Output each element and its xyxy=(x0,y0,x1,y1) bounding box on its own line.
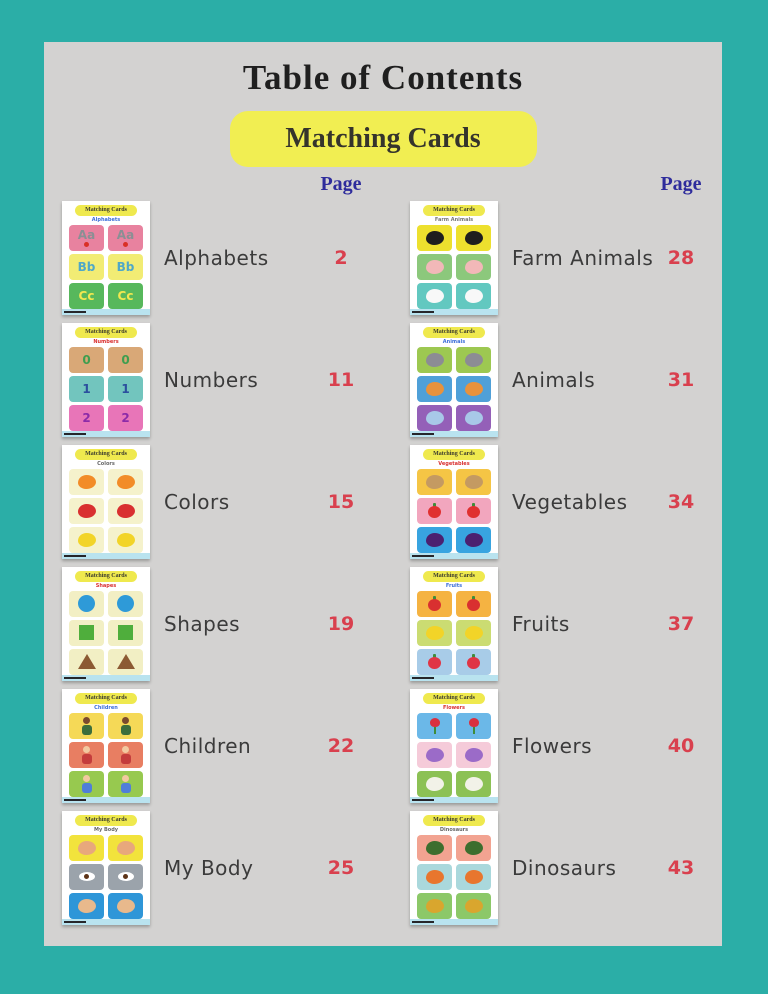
toc-entry-label: Colors xyxy=(164,489,230,514)
thumbnail-subtitle: Children xyxy=(94,704,118,711)
footer-dash xyxy=(64,555,86,557)
thumbnail-tile-grid xyxy=(62,468,150,553)
letter-bb-icon: Bb xyxy=(116,259,135,274)
tile-letter-bb xyxy=(108,254,143,280)
tile-yellow-splash xyxy=(108,527,143,553)
child-girl-icon xyxy=(121,717,131,735)
footer-dash xyxy=(412,677,434,679)
card-thumbnail-children xyxy=(62,689,150,803)
triangle-icon xyxy=(78,654,96,669)
tile-child-boy xyxy=(108,742,143,768)
tile-potato xyxy=(417,469,452,495)
tile-trex xyxy=(417,893,452,919)
tile-number-0 xyxy=(69,347,104,373)
orange-splash-icon xyxy=(117,475,135,489)
thumbnail-subtitle: Flowers xyxy=(442,704,466,711)
tile-triangle xyxy=(108,649,143,675)
toc-row-farm-animals xyxy=(410,200,704,315)
tile-strawberry xyxy=(417,649,452,675)
card-thumbnail-my-body xyxy=(62,811,150,925)
tile-rooster xyxy=(456,225,491,251)
tile-rose xyxy=(417,713,452,739)
number-2-icon: 2 xyxy=(82,410,91,425)
tile-letter-aa xyxy=(69,225,104,251)
card-thumbnail-alphabets xyxy=(62,201,150,315)
tile-tomato xyxy=(456,498,491,524)
tile-ear xyxy=(108,835,143,861)
toc-entry-label: Dinosaurs xyxy=(512,855,617,880)
tile-yellow-splash xyxy=(69,527,104,553)
orange-splash-icon xyxy=(78,475,96,489)
toc-entry-page-number: 2 xyxy=(334,246,348,269)
toc-row-shapes xyxy=(62,566,364,681)
thumbnail-title-pill: Matching Cards xyxy=(75,449,137,460)
thumbnail-tile-grid xyxy=(410,712,498,797)
toc-row-vegetables xyxy=(410,444,704,559)
toc-column-left xyxy=(62,200,364,925)
circle-icon xyxy=(117,595,134,612)
thumbnail-title-pill: Matching Cards xyxy=(423,449,485,460)
tile-strawberry xyxy=(456,649,491,675)
thumbnail-footer-strip xyxy=(62,309,150,315)
tile-number-1 xyxy=(69,376,104,402)
tile-cow xyxy=(456,283,491,309)
tile-banana xyxy=(417,620,452,646)
tile-elephant xyxy=(456,347,491,373)
category-banner-label: Matching Cards xyxy=(285,123,481,154)
tile-rose xyxy=(456,713,491,739)
red-splash-icon xyxy=(78,504,96,518)
footer-dash xyxy=(64,677,86,679)
tile-circle xyxy=(69,591,104,617)
rose-icon xyxy=(430,718,440,734)
tile-letter-cc xyxy=(69,283,104,309)
thumbnail-tile-grid xyxy=(410,590,498,675)
apple-icon xyxy=(467,596,480,611)
tile-nose xyxy=(108,893,143,919)
thumbnail-footer-strip xyxy=(62,431,150,437)
banana-icon xyxy=(465,626,483,640)
triceratops-icon xyxy=(465,870,483,884)
toc-row-numbers xyxy=(62,322,364,437)
ear-icon xyxy=(117,841,135,855)
elephant-icon xyxy=(426,353,444,367)
eye-icon xyxy=(79,872,95,881)
potato-icon xyxy=(465,475,483,489)
footer-dash xyxy=(412,555,434,557)
eggplant-icon xyxy=(426,533,444,547)
accent-dot xyxy=(123,242,128,247)
page-title: Table of Contents xyxy=(242,58,524,97)
toc-entry-page-number: 40 xyxy=(667,734,695,757)
tile-number-1 xyxy=(108,376,143,402)
toc-entry-page-number: 19 xyxy=(327,612,355,635)
thumbnail-title-pill: Matching Cards xyxy=(423,205,485,216)
white-flower-icon xyxy=(465,777,483,791)
child-boy-icon xyxy=(121,746,131,764)
thumbnail-subtitle: Farm Animals xyxy=(434,216,474,223)
footer-dash xyxy=(64,433,86,435)
number-1-icon: 1 xyxy=(121,381,130,396)
toc-row-children xyxy=(62,688,364,803)
thumbnail-footer-strip xyxy=(62,919,150,925)
toc-entry-label: Vegetables xyxy=(512,489,628,514)
toc-entry-page-number: 34 xyxy=(667,490,695,513)
thumbnail-title-pill: Matching Cards xyxy=(423,693,485,704)
thumbnail-subtitle: My Body xyxy=(93,826,119,833)
square-icon xyxy=(118,625,133,640)
tile-pig xyxy=(417,254,452,280)
tile-child-girl xyxy=(108,713,143,739)
toc-entry-label: Numbers xyxy=(164,367,259,392)
thumbnail-tile-grid xyxy=(410,346,498,431)
rooster-icon xyxy=(465,231,483,245)
tile-triceratops xyxy=(417,864,452,890)
pig-icon xyxy=(426,260,444,274)
tile-apple xyxy=(456,591,491,617)
tile-eggplant xyxy=(417,527,452,553)
footer-dash xyxy=(412,921,434,923)
toc-entry-page-number: 25 xyxy=(327,856,355,879)
tile-letter-aa xyxy=(108,225,143,251)
thumbnail-subtitle: Fruits xyxy=(445,582,463,589)
toc-row-alphabets xyxy=(62,200,364,315)
toc-entry-label: Alphabets xyxy=(164,245,269,270)
thumbnail-title-pill: Matching Cards xyxy=(423,327,485,338)
letter-aa-icon: Aa xyxy=(77,227,96,242)
stegosaurus-icon xyxy=(426,841,444,855)
toc-row-colors xyxy=(62,444,364,559)
thumbnail-tile-grid xyxy=(410,834,498,919)
lavender-icon xyxy=(465,748,483,762)
trex-icon xyxy=(426,899,444,913)
pig-icon xyxy=(465,260,483,274)
footer-dash xyxy=(64,799,86,801)
tile-lavender xyxy=(456,742,491,768)
number-0-icon: 0 xyxy=(82,352,91,367)
thumbnail-title-pill: Matching Cards xyxy=(423,815,485,826)
page-column-header-left: Page xyxy=(320,173,362,195)
tile-red-splash xyxy=(108,498,143,524)
card-thumbnail-animals xyxy=(410,323,498,437)
thumbnail-tile-grid xyxy=(410,468,498,553)
triceratops-icon xyxy=(426,870,444,884)
tile-white-flower xyxy=(456,771,491,797)
nose-icon xyxy=(117,899,135,913)
tile-white-flower xyxy=(417,771,452,797)
tile-ear xyxy=(69,835,104,861)
footer-dash xyxy=(64,921,86,923)
apple-icon xyxy=(428,596,441,611)
card-thumbnail-shapes xyxy=(62,567,150,681)
thumbnail-footer-strip xyxy=(410,919,498,925)
toc-entry-label: Shapes xyxy=(164,611,241,636)
circle-icon xyxy=(78,595,95,612)
tile-child-playing xyxy=(69,771,104,797)
thumbnail-footer-strip xyxy=(410,309,498,315)
tile-elephant xyxy=(417,347,452,373)
toc-entry-page-number: 22 xyxy=(327,734,355,757)
banana-icon xyxy=(426,626,444,640)
card-thumbnail-numbers xyxy=(62,323,150,437)
tile-triangle xyxy=(69,649,104,675)
tile-triceratops xyxy=(456,864,491,890)
thumbnail-title-pill: Matching Cards xyxy=(423,571,485,582)
number-2-icon: 2 xyxy=(121,410,130,425)
thumbnail-subtitle: Vegetables xyxy=(438,460,470,467)
tile-circle xyxy=(108,591,143,617)
tile-tiger xyxy=(456,376,491,402)
thumbnail-footer-strip xyxy=(62,797,150,803)
eye-icon xyxy=(118,872,134,881)
tile-apple xyxy=(417,591,452,617)
footer-dash xyxy=(64,311,86,313)
thumbnail-subtitle: Shapes xyxy=(95,582,117,589)
tile-orange-splash xyxy=(108,469,143,495)
tile-tomato xyxy=(417,498,452,524)
card-thumbnail-vegetables xyxy=(410,445,498,559)
red-splash-icon xyxy=(117,504,135,518)
tile-child-boy xyxy=(69,742,104,768)
ear-icon xyxy=(78,841,96,855)
thumbnail-footer-strip xyxy=(62,553,150,559)
letter-aa-icon: Aa xyxy=(116,227,135,242)
thumbnail-title-pill: Matching Cards xyxy=(75,205,137,216)
toc-entry-label: Fruits xyxy=(512,611,570,636)
footer-dash xyxy=(412,311,434,313)
toc-entry-label: My Body xyxy=(164,855,254,880)
card-thumbnail-colors xyxy=(62,445,150,559)
tile-number-2 xyxy=(69,405,104,431)
toc-entry-label: Animals xyxy=(512,367,596,392)
cow-icon xyxy=(465,289,483,303)
tile-rooster xyxy=(417,225,452,251)
tile-number-0 xyxy=(108,347,143,373)
thumbnail-title-pill: Matching Cards xyxy=(75,571,137,582)
thumbnail-footer-strip xyxy=(410,675,498,681)
tile-stegosaurus xyxy=(417,835,452,861)
toc-entry-page-number: 31 xyxy=(667,368,695,391)
tomato-icon xyxy=(467,503,480,518)
lavender-icon xyxy=(426,748,444,762)
toc-row-dinosaurs xyxy=(410,810,704,925)
toc-entry-page-number: 11 xyxy=(327,368,355,391)
toc-row-animals xyxy=(410,322,704,437)
rose-icon xyxy=(469,718,479,734)
yellow-splash-icon xyxy=(78,533,96,547)
thumbnail-title-pill: Matching Cards xyxy=(75,693,137,704)
letter-cc-icon: Cc xyxy=(78,288,95,303)
strawberry-icon xyxy=(467,654,480,669)
footer-dash xyxy=(412,799,434,801)
bird-icon xyxy=(426,411,444,425)
thumbnail-footer-strip xyxy=(410,431,498,437)
card-thumbnail-fruits xyxy=(410,567,498,681)
thumbnail-tile-grid xyxy=(62,224,150,309)
tile-bird xyxy=(456,405,491,431)
thumbnail-footer-strip xyxy=(410,553,498,559)
toc-entry-label: Farm Animals xyxy=(512,245,654,270)
stegosaurus-icon xyxy=(465,841,483,855)
toc-column-right xyxy=(410,200,704,925)
thumbnail-footer-strip xyxy=(62,675,150,681)
tile-eye xyxy=(108,864,143,890)
tile-red-splash xyxy=(69,498,104,524)
tile-banana xyxy=(456,620,491,646)
card-thumbnail-dinosaurs xyxy=(410,811,498,925)
tile-cow xyxy=(417,283,452,309)
tile-number-2 xyxy=(108,405,143,431)
tile-eye xyxy=(69,864,104,890)
child-boy-icon xyxy=(82,746,92,764)
thumbnail-subtitle: Dinosaurs xyxy=(439,826,469,833)
child-playing-icon xyxy=(82,775,92,793)
tile-square xyxy=(69,620,104,646)
tile-nose xyxy=(69,893,104,919)
toc-row-my-body xyxy=(62,810,364,925)
cow-icon xyxy=(426,289,444,303)
tile-lavender xyxy=(417,742,452,768)
thumbnail-tile-grid xyxy=(62,590,150,675)
thumbnail-tile-grid xyxy=(62,346,150,431)
footer-dash xyxy=(412,433,434,435)
thumbnail-subtitle: Animals xyxy=(442,338,466,345)
accent-dot xyxy=(84,242,89,247)
number-0-icon: 0 xyxy=(121,352,130,367)
toc-entry-page-number: 28 xyxy=(667,246,695,269)
white-flower-icon xyxy=(426,777,444,791)
child-playing-icon xyxy=(121,775,131,793)
strawberry-icon xyxy=(428,654,441,669)
toc-entry-label: Children xyxy=(164,733,252,758)
elephant-icon xyxy=(465,353,483,367)
thumbnail-tile-grid xyxy=(410,224,498,309)
tile-eggplant xyxy=(456,527,491,553)
letter-cc-icon: Cc xyxy=(117,288,134,303)
thumbnail-subtitle: Numbers xyxy=(93,338,119,345)
toc-entry-page-number: 43 xyxy=(667,856,695,879)
thumbnail-subtitle: Alphabets xyxy=(91,216,121,223)
triangle-icon xyxy=(117,654,135,669)
toc-row-fruits xyxy=(410,566,704,681)
tile-pig xyxy=(456,254,491,280)
square-icon xyxy=(79,625,94,640)
tile-child-girl xyxy=(69,713,104,739)
page-column-header-right: Page xyxy=(660,173,702,195)
tomato-icon xyxy=(428,503,441,518)
trex-icon xyxy=(465,899,483,913)
tile-potato xyxy=(456,469,491,495)
potato-icon xyxy=(426,475,444,489)
toc-entry-page-number: 15 xyxy=(327,490,355,513)
thumbnail-subtitle: Colors xyxy=(97,460,115,467)
tile-child-playing xyxy=(108,771,143,797)
thumbnail-tile-grid xyxy=(62,712,150,797)
tile-trex xyxy=(456,893,491,919)
yellow-splash-icon xyxy=(117,533,135,547)
toc-entry-page-number: 37 xyxy=(667,612,695,635)
tile-stegosaurus xyxy=(456,835,491,861)
thumbnail-footer-strip xyxy=(410,797,498,803)
tile-letter-bb xyxy=(69,254,104,280)
number-1-icon: 1 xyxy=(82,381,91,396)
letter-bb-icon: Bb xyxy=(77,259,96,274)
tiger-icon xyxy=(465,382,483,396)
bird-icon xyxy=(465,411,483,425)
thumbnail-title-pill: Matching Cards xyxy=(75,327,137,338)
card-thumbnail-flowers xyxy=(410,689,498,803)
child-girl-icon xyxy=(82,717,92,735)
rooster-icon xyxy=(426,231,444,245)
card-thumbnail-farm-animals xyxy=(410,201,498,315)
toc-page xyxy=(44,42,722,946)
tile-square xyxy=(108,620,143,646)
toc-row-flowers xyxy=(410,688,704,803)
nose-icon xyxy=(78,899,96,913)
category-banner xyxy=(230,111,537,167)
tile-orange-splash xyxy=(69,469,104,495)
thumbnail-title-pill: Matching Cards xyxy=(75,815,137,826)
tile-letter-cc xyxy=(108,283,143,309)
eggplant-icon xyxy=(465,533,483,547)
tile-bird xyxy=(417,405,452,431)
thumbnail-tile-grid xyxy=(62,834,150,919)
tile-tiger xyxy=(417,376,452,402)
toc-entry-label: Flowers xyxy=(512,733,593,758)
tiger-icon xyxy=(426,382,444,396)
